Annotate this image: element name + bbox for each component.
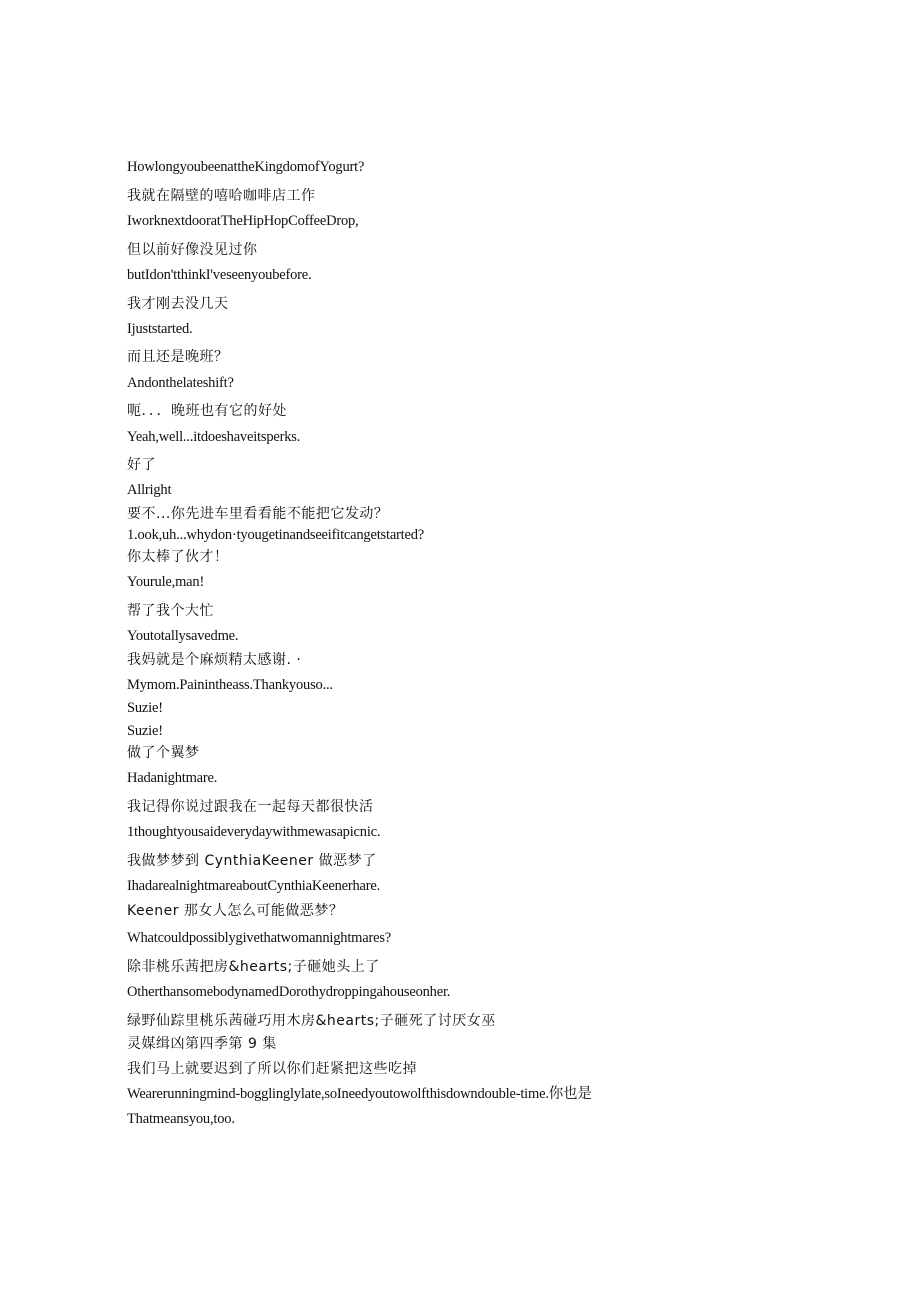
transcript-line: 1thoughtyousaideverydaywithmewasapicnic. [127,824,381,840]
transcript-line: 好了 [127,457,156,473]
transcript-line: 我们马上就要迟到了所以你们赶紧把这些吃掉 [127,1061,417,1077]
transcript-line: Andonthelateshift? [127,375,234,391]
transcript-line: Yourule,man! [127,574,205,590]
transcript-line: Youtotallysavedme. [127,628,239,644]
transcript-line: 我才刚去没几天 [127,296,229,312]
transcript-line: butIdon'tthinkI'veseenyoubefore. [127,267,312,283]
transcript-line: OtherthansomebodynamedDorothydroppingahouseonher. [127,984,451,1000]
transcript-line: 做了个翼梦 [127,745,200,761]
transcript-line: 1.ook,uh...whydon·tyougetinandseeifitcangetstarted? [127,527,425,543]
transcript-line: Allright [127,482,172,498]
transcript-line: 帮了我个大忙 [127,603,214,619]
transcript-line: IworknextdooratTheHipHopCoffeeDrop, [127,213,359,229]
transcript-line: 要不...你先进车里看看能不能把它发动？ [127,506,389,522]
transcript-line: Whatcouldpossiblygivethatwomannightmares? [127,930,392,946]
transcript-line: Keener 那女人怎么可能做恶梦？ [127,903,344,919]
transcript-line: Suzie! [127,700,163,716]
transcript-line: 我就在隔壁的嘻哈咖啡店工作 [127,188,316,204]
transcript-line: Thatmeansyou,too. [127,1111,235,1127]
transcript-line: Yeah,well...itdoeshaveitsperks. [127,429,301,445]
transcript-line: 我妈就是个麻烦精太感谢. · [127,652,302,668]
transcript-line: Hadanightmare. [127,770,218,786]
transcript-line: 灵媒缉凶第四季第 9 集 [127,1036,277,1052]
transcript-line: IhadarealnightmareaboutCynthiaKeenerhare. [127,878,381,894]
transcript-line: 而且还是晚班？ [127,349,229,365]
transcript-line: 但以前好像没见过你 [127,242,258,258]
transcript-line: HowlongyoubeenattheKingdomofYogurt? [127,159,365,175]
transcript-line: Suzie! [127,723,163,739]
transcript-line: Ijuststarted. [127,321,193,337]
transcript-line: 你太棒了伙才！ [127,549,229,565]
transcript-line: Mymom.Painintheass.Thankyouso... [127,677,333,693]
transcript-line: 我做梦梦到 CynthiaKeener 做恶梦了 [127,853,377,869]
transcript-line: 除非桃乐茜把房&hearts;子砸她头上了 [127,959,380,975]
transcript-line: 绿野仙踪里桃乐茜碰巧用木房&hearts;子砸死了讨厌女巫 [127,1013,496,1029]
transcript-line: Wearerunningmind-bogglinglylate,soIneedyoutowolfthisdowndouble-time.你也是 [127,1086,592,1102]
transcript-line: 我记得你说过跟我在一起每天都很快活 [127,799,374,815]
transcript-line: 呃．．．晚班也有它的好处 [127,403,287,419]
